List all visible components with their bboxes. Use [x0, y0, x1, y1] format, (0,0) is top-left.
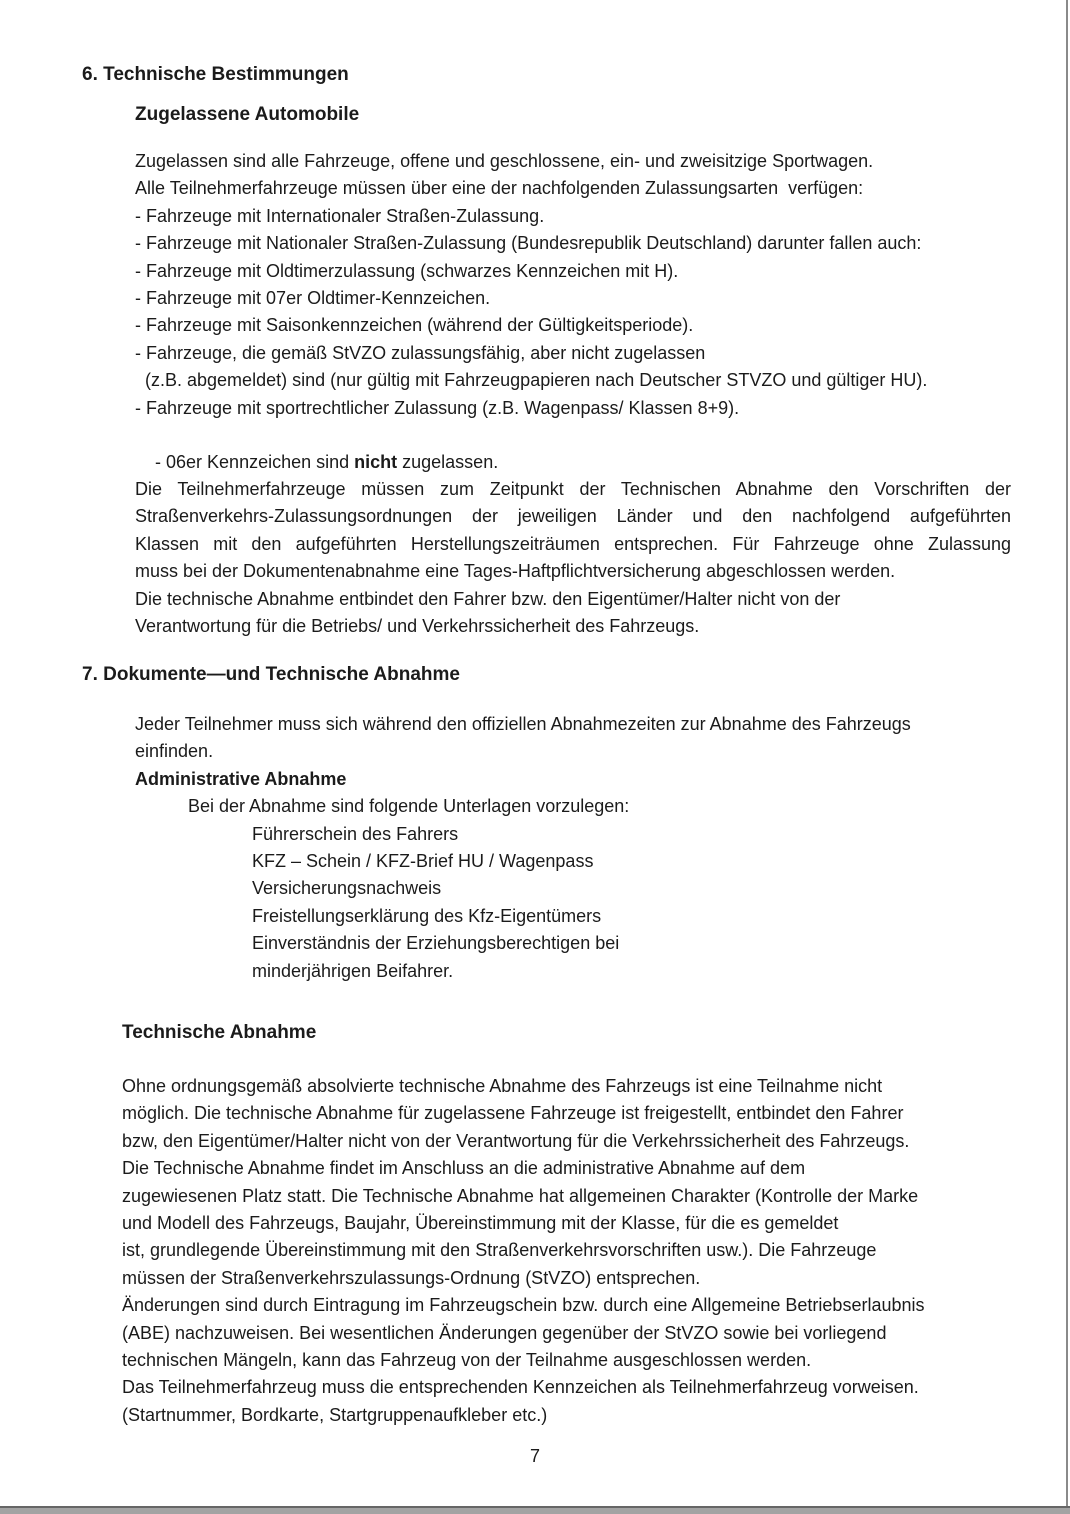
list-item: - Fahrzeuge mit Nationaler Straßen-Zulassung (Bundesrepublik Deutschland) darunter fallen auch: [135, 233, 922, 254]
section-7-body [135, 711, 911, 985]
text-line: möglich. Die technische Abnahme für zugelassene Fahrzeuge ist freigestellt, entbindet den Fahrer [122, 1103, 904, 1124]
document-list-item: Freistellungserklärung des Kfz-Eigentümers [252, 905, 602, 926]
list-item: - Fahrzeuge mit Saisonkennzeichen (während der Gültigkeitsperiode). [135, 315, 694, 336]
text-line: technischen Mängeln, kann das Fahrzeug von der Teilnahme ausgeschlossen werden. [122, 1350, 812, 1371]
text-line: Das Teilnehmerfahrzeug muss die entsprechenden Kennzeichen als Teilnehmerfahrzeug vorweisen. [122, 1377, 919, 1398]
text-line: Änderungen sind durch Eintragung im Fahrzeugschein bzw. durch eine Allgemeine Betriebserlaubnis [122, 1295, 925, 1316]
text-line: Die Technische Abnahme findet im Anschluss an die administrative Abnahme auf dem [122, 1158, 806, 1179]
technische-abnahme-paragraph [122, 1073, 925, 1429]
text-segment: zugelassen. [397, 452, 499, 473]
text-line: Klassen mit den aufgeführten Herstellungszeiträumen entsprechen. Für Fahrzeuge ohne Zulassung [135, 533, 1011, 554]
document-list-item: Versicherungsnachweis [252, 878, 442, 899]
text-line: Jeder Teilnehmer muss sich während den offiziellen Abnahmezeiten zur Abnahme des Fahrzeugs [135, 714, 911, 734]
text-line: Die technische Abnahme entbindet den Fahrer bzw. den Eigentümer/Halter nicht von der [135, 588, 841, 609]
text-line: muss bei der Dokumentenabnahme eine Tages-Haftpflichtversicherung abgeschlossen werden. [135, 561, 896, 582]
document-list-item: Einverständnis der Erziehungsberechtigen bei [252, 933, 620, 954]
text-line: Alle Teilnehmerfahrzeuge müssen über eine der nachfolgenden Zulassungsarten verfügen: [135, 178, 864, 199]
section-6-subheading: Zugelassene Automobile [135, 104, 360, 125]
list-item: - Fahrzeuge, die gemäß StVZO zulassungsfähig, aber nicht zugelassen [135, 342, 706, 363]
text-line: (ABE) nachzuweisen. Bei wesentlichen Änderungen gegenüber der StVZO sowie bei vorliegend [122, 1322, 887, 1343]
document-list-item: Führerschein des Fahrers [252, 823, 459, 844]
technische-abnahme-heading: Technische Abnahme [122, 1022, 317, 1043]
text-line: ist, grundlegende Übereinstimmung mit den Straßenverkehrsvorschriften usw.). Die Fahrzeuge [122, 1240, 877, 1261]
text-segment: - 06er Kennzeichen sind [155, 452, 355, 473]
emphasized-word: nicht [354, 452, 398, 473]
list-item: - Fahrzeuge mit Internationaler Straßen-Zulassung. [135, 205, 545, 226]
document-list-item: KFZ – Schein / KFZ-Brief HU / Wagenpass [252, 851, 594, 872]
text-line: zugewiesenen Platz statt. Die Technische Abnahme hat allgemeinen Charakter (Kontrolle der Marke [122, 1185, 919, 1206]
text-line: und Modell des Fahrzeugs, Baujahr, Übereinstimmung mit der Klasse, für die es gemeldet [122, 1213, 839, 1234]
text-line: Ohne ordnungsgemäß absolvierte technische Abnahme des Fahrzeugs ist eine Teilnahme nicht [122, 1076, 883, 1096]
footer-bar [0, 1506, 1070, 1514]
list-item: - Fahrzeuge mit Oldtimerzulassung (schwarzes Kennzeichen mit H). [135, 260, 679, 281]
section-6-heading: 6. Technische Bestimmungen [82, 64, 349, 85]
section-7-heading: 7. Dokumente—und Technische Abnahme [82, 664, 460, 685]
administrative-abnahme-heading: Administrative Abnahme [135, 768, 347, 789]
section-6-justified-paragraph [135, 476, 1011, 640]
text-line: Die Teilnehmerfahrzeuge müssen zum Zeitpunkt der Technischen Abnahme den Vorschriften der [135, 479, 1011, 499]
list-item: - Fahrzeuge mit sportrechtlicher Zulassung (z.B. Wagenpass/ Klassen 8+9). [135, 397, 740, 418]
list-item: - Fahrzeuge mit 07er Oldtimer-Kennzeichen. [135, 288, 491, 309]
text-line: Straßenverkehrs-Zulassungsordnungen der jeweiligen Länder und den nachfolgend aufgeführten [135, 506, 1011, 527]
text-line: Verantwortung für die Betriebs/ und Verkehrssicherheit des Fahrzeugs. [135, 616, 700, 637]
text-line: (Startnummer, Bordkarte, Startgruppenaufkleber etc.) [122, 1404, 548, 1425]
page-number: 7 [529, 1446, 540, 1466]
text-line: bzw, den Eigentümer/Halter nicht von der Verantwortung für die Verkehrssicherheit des Fahrzeugs. [122, 1130, 910, 1151]
text-line: müssen der Straßenverkehrszulassungs-Ordnung (StVZO) entsprechen. [122, 1267, 701, 1288]
document-list-item: minderjährigen Beifahrer. [252, 960, 454, 981]
list-item: (z.B. abgemeldet) sind (nur gültig mit Fahrzeugpapieren nach Deutscher STVZO und gültiger HU). [135, 370, 928, 391]
text-line: Bei der Abnahme sind folgende Unterlagen vorzulegen: [188, 796, 630, 817]
text-line: Zugelassen sind alle Fahrzeuge, offene und geschlossene, ein- und zweisitzige Sportwagen. [135, 151, 874, 171]
section-6-intro-list [135, 148, 927, 504]
text-line: einfinden. [135, 741, 214, 762]
page-edge-line [1066, 0, 1068, 1514]
